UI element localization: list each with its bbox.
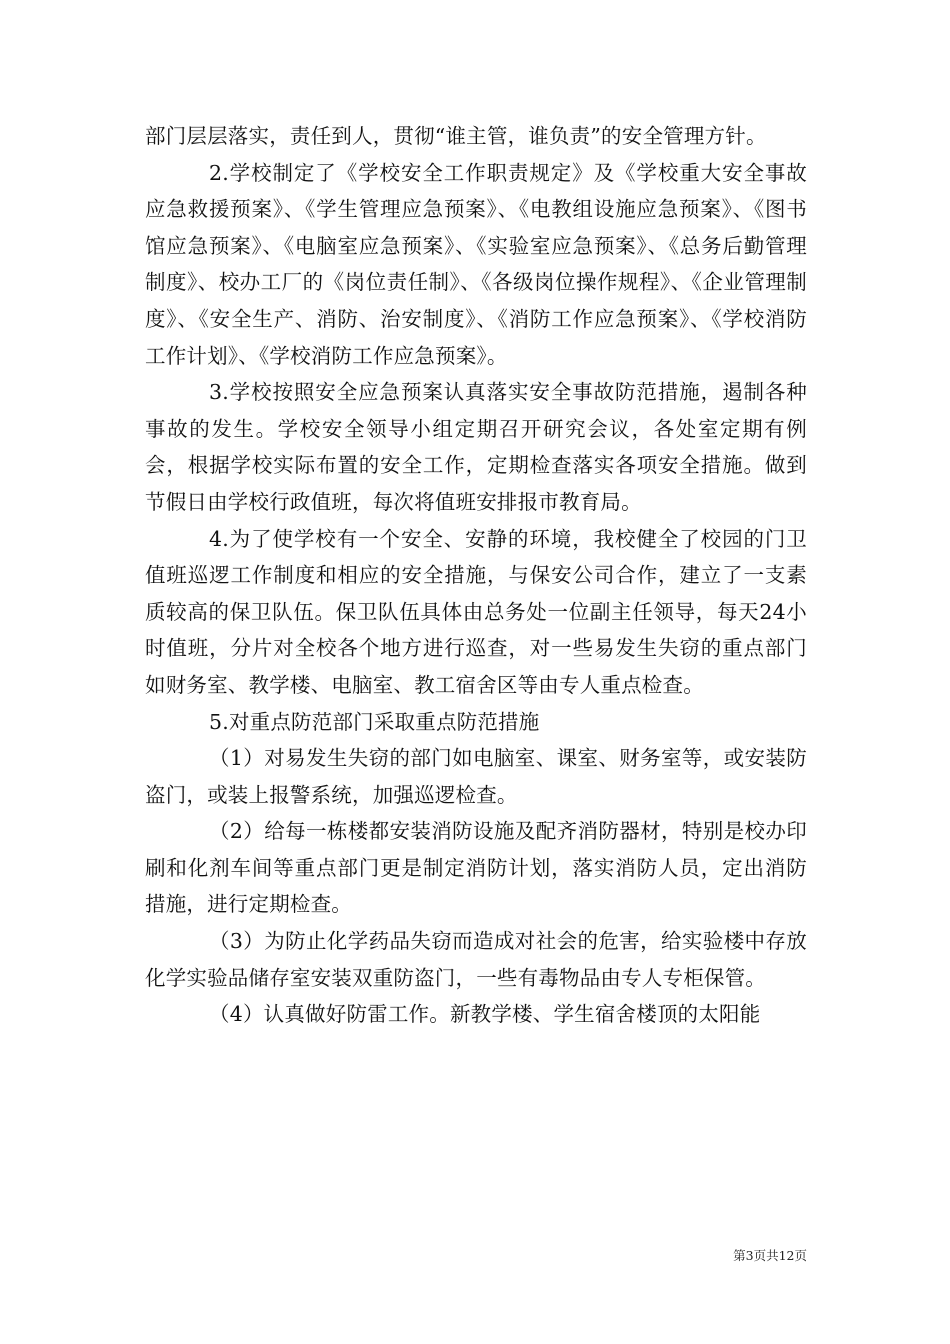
paragraph-4: 4.为了使学校有一个安全、安静的环境，我校健全了校园的门卫值班巡逻工作制度和相应的安全措施，与保安公司合作，建立了一支素质较高的保卫队伍。保卫队伍具体由总务处一位副主任领导，每天24小时值班，分片对全校各个地方进行巡查，对一些易发生失窃的重点部门如财务室、教学楼、电脑室、教工宿舍区等由专人重点检查。: [145, 526, 807, 697]
page-footer: [0, 1246, 807, 1264]
page-number-label: 第3页共12页: [733, 1248, 807, 1263]
paragraph-1: 部门层层落实，责任到人，贯彻“谁主管，谁负责”的安全管理方针。: [145, 124, 767, 148]
paragraph-2: 2.学校制定了《学校安全工作职责规定》及《学校重大安全事故应急救援预案》、《学生管理应急预案》、《电教组设施应急预案》、《图书馆应急预案》、《电脑室应急预案》、《实验室应急预案》、《总务后勤管理制度》、校办工厂的《岗位责任制》、《各级岗位操作规程》、《企业管理制度》、《安全生产、消防、治安制度》、《消防工作应急预案》、《学校消防工作计划》、《学校消防工作应急预案》。: [145, 160, 807, 368]
paragraph-7: （2）给每一栋楼都安装消防设施及配齐消防器材，特别是校办印刷和化剂车间等重点部门更是制定消防计划，落实消防人员，定出消防措施，进行定期检查。: [145, 819, 807, 917]
document-body: [145, 118, 807, 1033]
paragraph-3: 3.学校按照安全应急预案认真落实安全事故防范措施，遏制各种事故的发生。学校安全领导小组定期召开研究会议，各处室定期有例会，根据学校实际布置的安全工作，定期检查落实各项安全措施。做到节假日由学校行政值班，每次将值班安排报市教育局。: [145, 380, 807, 514]
paragraph-6: （1）对易发生失窃的部门如电脑室、课室、财务室等，或安装防盗门，或装上报警系统，加强巡逻检查。: [145, 746, 807, 807]
paragraph-5: 5.对重点防范部门采取重点防范措施: [209, 709, 540, 734]
paragraph-8: （3）为防止化学药品失窃而造成对社会的危害，给实验楼中存放化学实验品储存室安装双重防盗门，一些有毒物品由专人专柜保管。: [145, 929, 807, 990]
paragraph-9: （4）认真做好防雷工作。新教学楼、学生宿舍楼顶的太阳能: [209, 1002, 761, 1027]
